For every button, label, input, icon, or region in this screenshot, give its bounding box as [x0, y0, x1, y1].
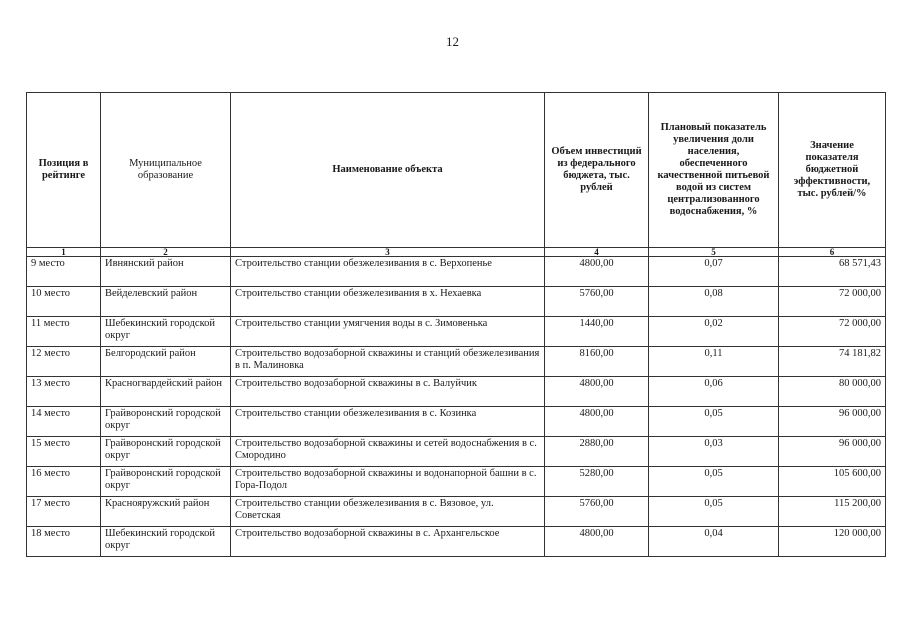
- rating-table: [26, 92, 886, 557]
- cell-indicator: 0,02: [649, 317, 779, 347]
- cell-indicator: 0,08: [649, 287, 779, 317]
- cell-position: 11 место: [27, 317, 101, 347]
- page-number: 12: [446, 34, 459, 49]
- table-row: [27, 287, 886, 317]
- header-efficiency: Значение показателя бюджетной эффективности, тыс. рублей/%: [779, 93, 886, 248]
- table-row: [27, 377, 886, 407]
- table-header: [27, 93, 886, 257]
- cell-municipality: Шебекинский городской округ: [101, 317, 231, 347]
- header-municipality: Муниципальное образование: [101, 93, 231, 248]
- cell-position: 17 место: [27, 497, 101, 527]
- table-row: [27, 497, 886, 527]
- cell-investment: 5280,00: [545, 467, 649, 497]
- cell-object: Строительство станции обезжелезивания в с. Верхопенье: [231, 257, 545, 287]
- cell-municipality: Грайворонский городской округ: [101, 467, 231, 497]
- cell-efficiency: 72 000,00: [779, 287, 886, 317]
- cell-efficiency: 105 600,00: [779, 467, 886, 497]
- cell-object: Строительство станции обезжелезивания в с. Козинка: [231, 407, 545, 437]
- table-row: [27, 347, 886, 377]
- table-row: [27, 317, 886, 347]
- cell-object: Строительство водозаборной скважины в с. Валуйчик: [231, 377, 545, 407]
- table-row: [27, 407, 886, 437]
- cell-position: 13 место: [27, 377, 101, 407]
- cell-municipality: Краснояружский район: [101, 497, 231, 527]
- cell-position: 15 место: [27, 437, 101, 467]
- column-numbers-row: [27, 248, 886, 257]
- column-number: 2: [101, 248, 231, 257]
- cell-efficiency: 72 000,00: [779, 317, 886, 347]
- cell-efficiency: 96 000,00: [779, 407, 886, 437]
- cell-position: 16 место: [27, 467, 101, 497]
- cell-indicator: 0,05: [649, 497, 779, 527]
- cell-indicator: 0,11: [649, 347, 779, 377]
- cell-object: Строительство станции умягчения воды в с. Зимовенька: [231, 317, 545, 347]
- table-row: [27, 437, 886, 467]
- cell-investment: 4800,00: [545, 527, 649, 557]
- cell-municipality: Вейделевский район: [101, 287, 231, 317]
- cell-investment: 4800,00: [545, 377, 649, 407]
- table-row: [27, 467, 886, 497]
- cell-efficiency: 74 181,82: [779, 347, 886, 377]
- cell-position: 12 место: [27, 347, 101, 377]
- cell-efficiency: 80 000,00: [779, 377, 886, 407]
- cell-position: 18 место: [27, 527, 101, 557]
- cell-efficiency: 120 000,00: [779, 527, 886, 557]
- cell-position: 10 место: [27, 287, 101, 317]
- cell-municipality: Шебекинский городской округ: [101, 527, 231, 557]
- cell-municipality: Красногвардейский район: [101, 377, 231, 407]
- cell-position: 14 место: [27, 407, 101, 437]
- column-number: 1: [27, 248, 101, 257]
- cell-investment: 8160,00: [545, 347, 649, 377]
- cell-object: Строительство станции обезжелезивания в х. Нехаевка: [231, 287, 545, 317]
- column-number: 4: [545, 248, 649, 257]
- table-row: [27, 527, 886, 557]
- column-number: 3: [231, 248, 545, 257]
- cell-indicator: 0,06: [649, 377, 779, 407]
- header-position: Позиция в рейтинге: [27, 93, 101, 248]
- cell-investment: 5760,00: [545, 497, 649, 527]
- cell-object: Строительство станции обезжелезивания в с. Вязовое, ул. Советская: [231, 497, 545, 527]
- cell-efficiency: 68 571,43: [779, 257, 886, 287]
- header-object: Наименование объекта: [231, 93, 545, 248]
- cell-investment: 5760,00: [545, 287, 649, 317]
- cell-object: Строительство водозаборной скважины в с. Архангельское: [231, 527, 545, 557]
- cell-indicator: 0,04: [649, 527, 779, 557]
- table-body: [27, 257, 886, 557]
- header-investment: Объем инвестиций из федерального бюджета, тыс. рублей: [545, 93, 649, 248]
- cell-indicator: 0,05: [649, 407, 779, 437]
- cell-investment: 4800,00: [545, 407, 649, 437]
- cell-object: Строительство водозаборной скважины и водонапорной башни в с. Гора-Подол: [231, 467, 545, 497]
- cell-investment: 1440,00: [545, 317, 649, 347]
- cell-indicator: 0,03: [649, 437, 779, 467]
- table-row: [27, 257, 886, 287]
- cell-object: Строительство водозаборной скважины и станций обезжелезивания в п. Малиновка: [231, 347, 545, 377]
- cell-efficiency: 115 200,00: [779, 497, 886, 527]
- cell-indicator: 0,05: [649, 467, 779, 497]
- cell-investment: 4800,00: [545, 257, 649, 287]
- cell-municipality: Грайворонский городской округ: [101, 407, 231, 437]
- cell-object: Строительство водозаборной скважины и сетей водоснабжения в с. Смородино: [231, 437, 545, 467]
- cell-municipality: Ивнянский район: [101, 257, 231, 287]
- cell-position: 9 место: [27, 257, 101, 287]
- cell-municipality: Белгородский район: [101, 347, 231, 377]
- cell-indicator: 0,07: [649, 257, 779, 287]
- column-number: 5: [649, 248, 779, 257]
- cell-efficiency: 96 000,00: [779, 437, 886, 467]
- header-indicator: Плановый показатель увеличения доли населения, обеспеченного качественной питьевой водой из систем централизованного водоснабжения, %: [649, 93, 779, 248]
- cell-investment: 2880,00: [545, 437, 649, 467]
- cell-municipality: Грайворонский городской округ: [101, 437, 231, 467]
- column-number: 6: [779, 248, 886, 257]
